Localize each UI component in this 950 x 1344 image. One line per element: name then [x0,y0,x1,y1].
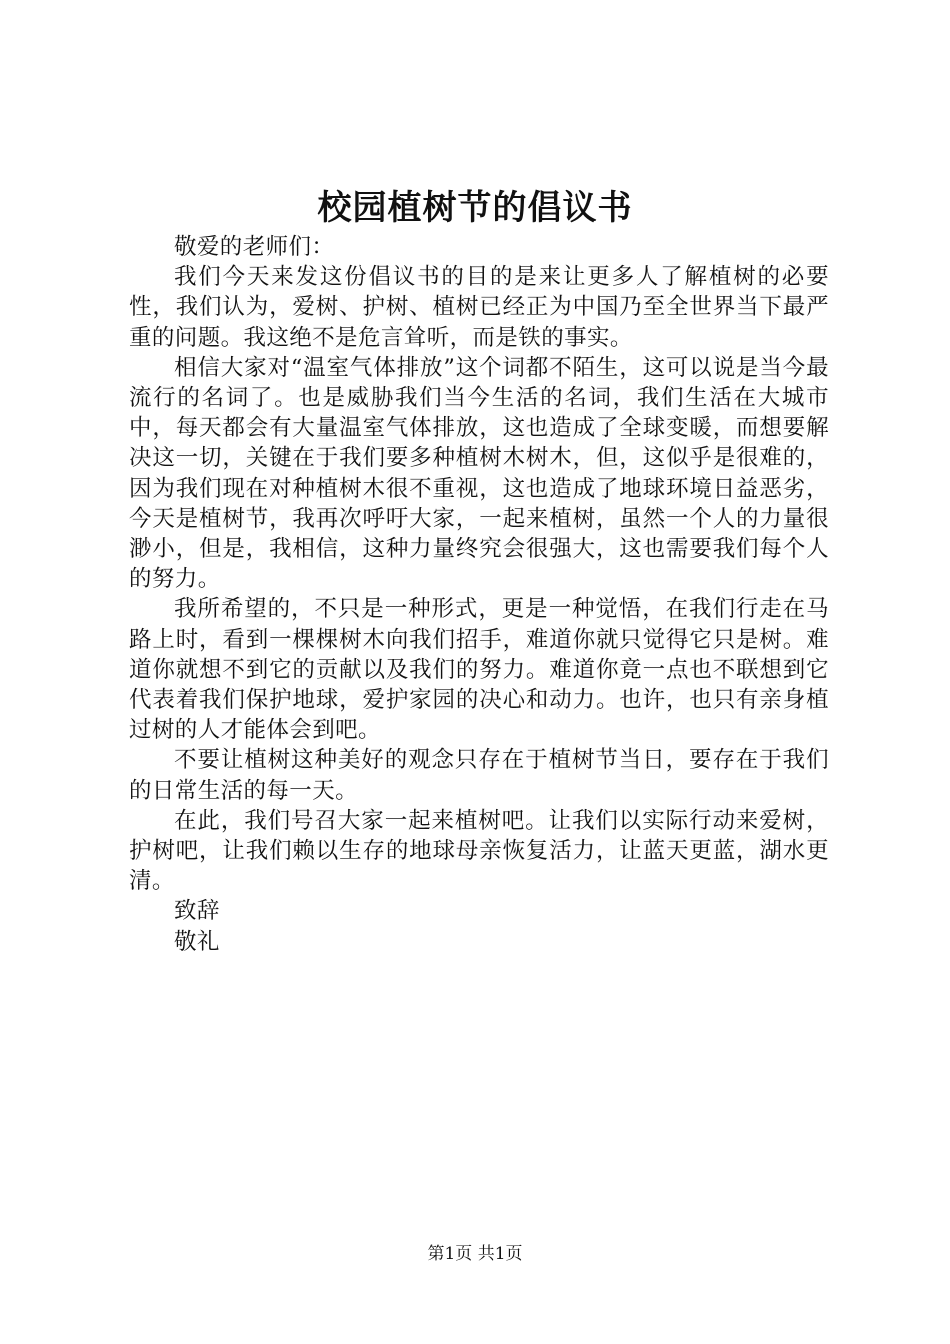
paragraph-3: 我所希望的，不只是一种形式，更是一种觉悟，在我们行走在马路上时，看到一棵棵树木向我们招手，难道你就只觉得它只是树。难道你就想不到它的贡献以及我们的努力。难道你竟一点也不联想到它代表着我们保护地球，爱护家园的决心和动力。也许，也只有亲身植过树的人才能体会到吧。 [129,596,829,744]
closing-salute: 敬礼 [174,928,220,955]
document-title: 校园植树节的倡议书 [317,188,633,228]
paragraph-5: 在此，我们号召大家一起来植树吧。让我们以实际行动来爱树，护树吧，让我们赖以生存的地球母亲恢复活力，让蓝天更蓝，湖水更清。 [129,807,829,895]
paragraph-4: 不要让植树这种美好的观念只存在于植树节当日，要存在于我们的日常生活的每一天。 [129,747,829,804]
paragraph-1: 我们今天来发这份倡议书的目的是来让更多人了解植树的必要性，我们认为，爱树、护树、植树已经正为中国乃至全世界当下最严重的问题。我这绝不是危言耸听，而是铁的事实。 [129,264,829,351]
closing-remark: 致辞 [174,898,220,925]
document-body [129,232,829,957]
page-footer: 第1页 共1页 [427,1244,523,1264]
paragraph-2: 相信大家对“温室气体排放”这个词都不陌生，这可以说是当今最流行的名词了。也是威胁我们当今生活的名词，我们生活在大城市中，每天都会有大量温室气体排放，这也造成了全球变暖，而想要解决这一切，关键在于我们要多种植树木树木，但，这似乎是很难的，因为我们现在对种植树木很不重视，这也造成了地球环境日益恶劣，今天是植树节，我再次呼吁大家，一起来植树，虽然一个人的力量很渺小，但是，我相信，这种力量终究会很强大，这也需要我们每个人的努力。 [129,354,829,593]
salutation: 敬爱的老师们： [174,234,335,260]
